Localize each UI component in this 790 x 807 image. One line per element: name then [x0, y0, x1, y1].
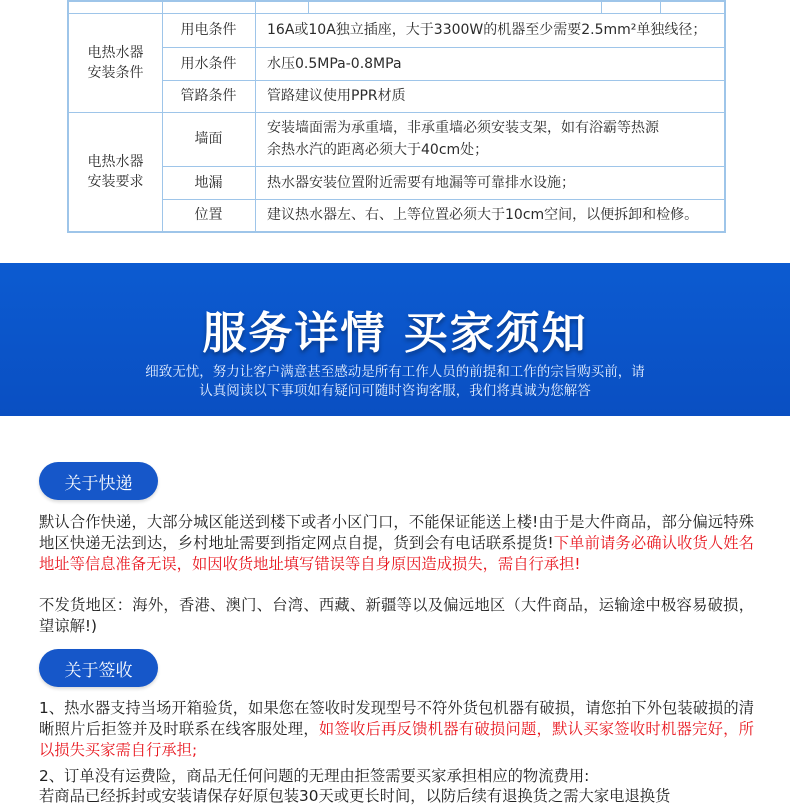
delivery-heading-pill: 关于快递 [39, 462, 158, 500]
banner-subtitle-line: 认真阅读以下事项如有疑问可随时咨询客服，我们将真诚为您解答 [199, 383, 591, 399]
no-ship-paragraph: 不发货地区：海外，香港、澳门、台湾、西藏、新疆等以及偏远地区（大件商品，运输途中极容易破损，望谅解!) [39, 596, 754, 635]
group-title-line: 安装要求 [87, 173, 144, 190]
row-label-pipe: 管路条件 [180, 88, 237, 104]
row-desc-pipe: 管路建议使用PPR材质 [267, 88, 406, 104]
row-label-position: 位置 [194, 207, 223, 223]
signing-item-1 [39, 698, 754, 761]
delivery-paragraph [39, 512, 754, 575]
row-desc-water: 水压0.5MPa-0.8MPa [267, 55, 402, 72]
delivery-text: 默认合作快递，大部分城区能送到楼下或者小区门口，不能保证能送上楼!由于是大件商品，部分偏远特殊地区快递无法到达，乡村地址需要到指定网点自提，货到会有电话联系提货! [39, 513, 754, 552]
group-title-line: 安装条件 [87, 64, 144, 81]
row-label-water: 用水条件 [180, 55, 237, 72]
signing-item-1-warning: 如签收后再反馈机器有破损问题，默认买家签收时机器完好，所以损失买家需自行承担; [39, 720, 754, 759]
group-title-line: 电热水器 [87, 153, 144, 170]
installation-table [67, 0, 726, 233]
group-title-install-requirements [69, 112, 162, 231]
wall-desc-line: 安装墙面需为承重墙，非承重墙必须安装支架，如有浴霸等热源 [267, 120, 659, 136]
delivery-warning-text: 下单前请务必确认收货人姓名地址等信息准备无误，如因收货地址填写错误等自身原因造成损失，需自行承担! [39, 534, 754, 573]
installation-table-section [0, 0, 790, 250]
row-desc-position: 建议热水器左、右、上等位置必须大于10cm空间，以便拆卸和检修。 [267, 207, 699, 223]
row-desc-power: 16A或10A独立插座，大于3300W的机器至少需要2.5mm²单独线径； [267, 22, 707, 38]
signing-heading-pill: 关于签收 [39, 649, 158, 687]
signing-item-1-text: 1、热水器支持当场开箱验货，如果您在签收时发现型号不符外货包机器有破损，请您拍下外包装破损的清晰照片后拒签并及时联系在线客服处理， [39, 699, 754, 738]
banner-subtitle [105, 363, 685, 401]
group-title-install-conditions [69, 13, 162, 112]
row-label-drain: 地漏 [194, 174, 223, 191]
row-desc-wall [255, 112, 724, 166]
banner-title: 服务详情 买家须知 [202, 308, 588, 359]
service-banner [0, 263, 790, 416]
signing-item-2: 2、订单没有运费险，商品无任何问题的无理由拒签需要买家承担相应的物流费用: [39, 767, 590, 785]
row-desc-drain: 热水器安装位置附近需要有地漏等可靠排水设施； [267, 174, 575, 191]
group-title-line: 电热水器 [87, 44, 144, 61]
row-label-wall: 墙面 [194, 131, 223, 147]
wall-desc-line: 余热水汽的距离必须大于40cm处； [267, 142, 489, 158]
banner-subtitle-line: 细致无忧，努力让客户满意甚至感动是所有工作人员的前提和工作的宗旨购买前，请 [145, 364, 645, 380]
row-label-power: 用电条件 [180, 22, 237, 38]
signing-item-3: 若商品已经拆封或安装请保存好原包装30天或更长时间，以防后续有退换货之需大家电退换货 [39, 787, 671, 805]
